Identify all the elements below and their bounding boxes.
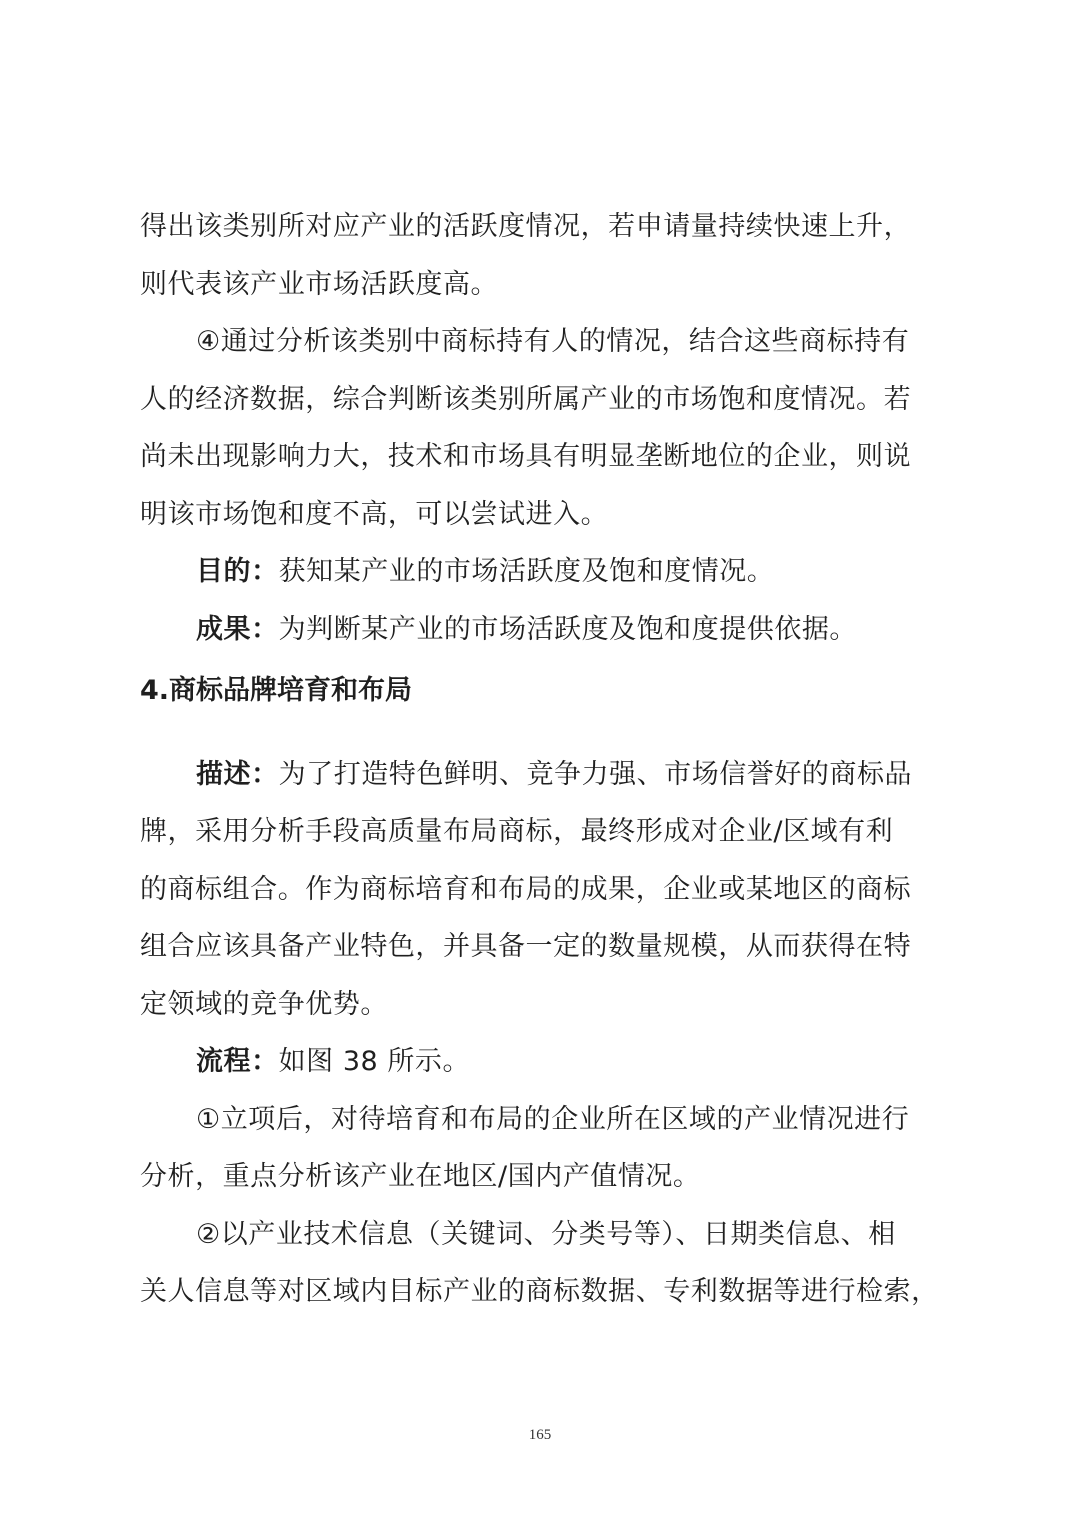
paragraph-step-4-holders <box>140 313 945 543</box>
paragraph-activity-continuation <box>140 198 945 313</box>
page-number: 165 <box>528 1427 552 1443</box>
text-line: 牌，采用分析手段高质量布局商标，最终形成对企业/区域有利 <box>140 816 894 847</box>
text-line: 明该市场饱和度不高，可以尝试进入。 <box>140 498 609 530</box>
purpose-label: 目的： <box>196 556 279 587</box>
purpose-text: 获知某产业的市场活跃度及饱和度情况。 <box>278 556 775 587</box>
text-line: 则代表该产业市场活跃度高。 <box>140 268 499 300</box>
description-label: 描述： <box>196 758 279 790</box>
text-line: 组合应该具备产业特色，并具备一定的数量规模，从而获得在特 <box>140 931 912 962</box>
process-paragraph <box>140 1033 945 1091</box>
text-line: 的商标组合。作为商标培育和布局的成果，企业或某地区的商标 <box>140 873 912 905</box>
process-label: 流程： <box>196 1046 279 1077</box>
purpose-paragraph <box>140 543 945 601</box>
result-paragraph <box>140 601 945 659</box>
description-paragraph <box>140 746 945 1034</box>
process-text: 如图 38 所示。 <box>278 1046 471 1077</box>
paragraph-step-1 <box>140 1091 945 1206</box>
text-line: 定领域的竞争优势。 <box>140 988 388 1020</box>
text-line: 尚未出现影响力大，技术和市场具有明显垄断地位的企业，则说 <box>140 441 912 472</box>
text-line: ①立项后，对待培育和布局的企业所在区域的产业情况进行 <box>196 1103 910 1135</box>
text-line: 人的经济数据，综合判断该类别所属产业的市场饱和度情况。若 <box>140 383 912 415</box>
text-line: ②以产业技术信息（关键词、分类号等）、日期类信息、相 <box>196 1218 896 1250</box>
text-line: 关人信息等对区域内目标产业的商标数据、专利数据等进行检索， <box>140 1276 939 1307</box>
text-line: 分析，重点分析该产业在地区/国内产值情况。 <box>140 1161 701 1192</box>
page-content <box>140 198 945 1321</box>
paragraph-step-2 <box>140 1206 945 1321</box>
text-line <box>140 746 945 804</box>
text-line: 得出该类别所对应产业的活跃度情况，若申请量持续快速上升， <box>140 211 912 242</box>
text-line: ④通过分析该类别中商标持有人的情况，结合这些商标持有 <box>196 326 910 357</box>
description-first-line: 为了打造特色鲜明、竞争力强、市场信誉好的商标品 <box>278 758 913 790</box>
section-heading: 4.商标品牌培育和布局 <box>140 675 413 706</box>
result-text: 为判断某产业的市场活跃度及饱和度提供依据。 <box>278 613 857 645</box>
result-label: 成果： <box>196 613 279 645</box>
